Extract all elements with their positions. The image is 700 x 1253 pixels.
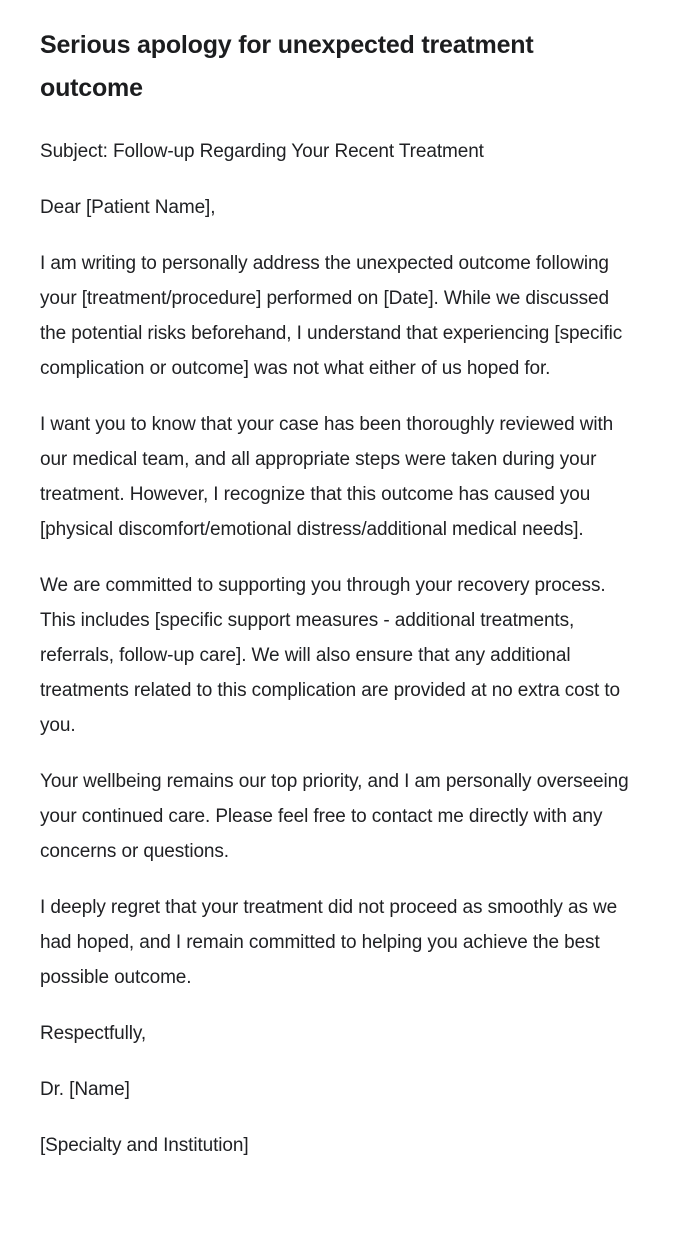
letter-body — [40, 134, 640, 1163]
closing: Respectfully, — [40, 1023, 147, 1044]
signature-affiliation: [Specialty and Institution] — [40, 1135, 249, 1156]
signature-name: Dr. [Name] — [40, 1079, 130, 1100]
body-paragraph: I am writing to personally address the unexpected outcome following your [treatment/procedure] performed on [Date]. While we discussed the potential risks beforehand, I understand that experiencing [specific complication or outcome] was not what either of us hoped for. — [40, 253, 623, 379]
body-paragraph: I deeply regret that your treatment did not proceed as smoothly as we had hoped, and I remain committed to helping you achieve the best possible outcome. — [40, 897, 618, 988]
page-title: Serious apology for unexpected treatment outcome — [40, 31, 534, 102]
body-paragraph: We are committed to supporting you through your recovery process. This includes [specific support measures - additional treatments, referrals, follow-up care]. We will also ensure that any additional treatments related to this complication are provided at no extra cost to you. — [40, 575, 620, 736]
body-paragraph: Your wellbeing remains our top priority, and I am personally overseeing your continued care. Please feel free to contact me directly with any concerns or questions. — [40, 771, 629, 862]
subject-line: Subject: Follow-up Regarding Your Recent Treatment — [40, 141, 484, 162]
salutation: Dear [Patient Name], — [40, 197, 216, 218]
body-paragraph: I want you to know that your case has been thoroughly reviewed with our medical team, and all appropriate steps were taken during your treatment. However, I recognize that this outcome has caused you [physical discomfort/emotional distress/additional medical needs]. — [40, 414, 614, 540]
